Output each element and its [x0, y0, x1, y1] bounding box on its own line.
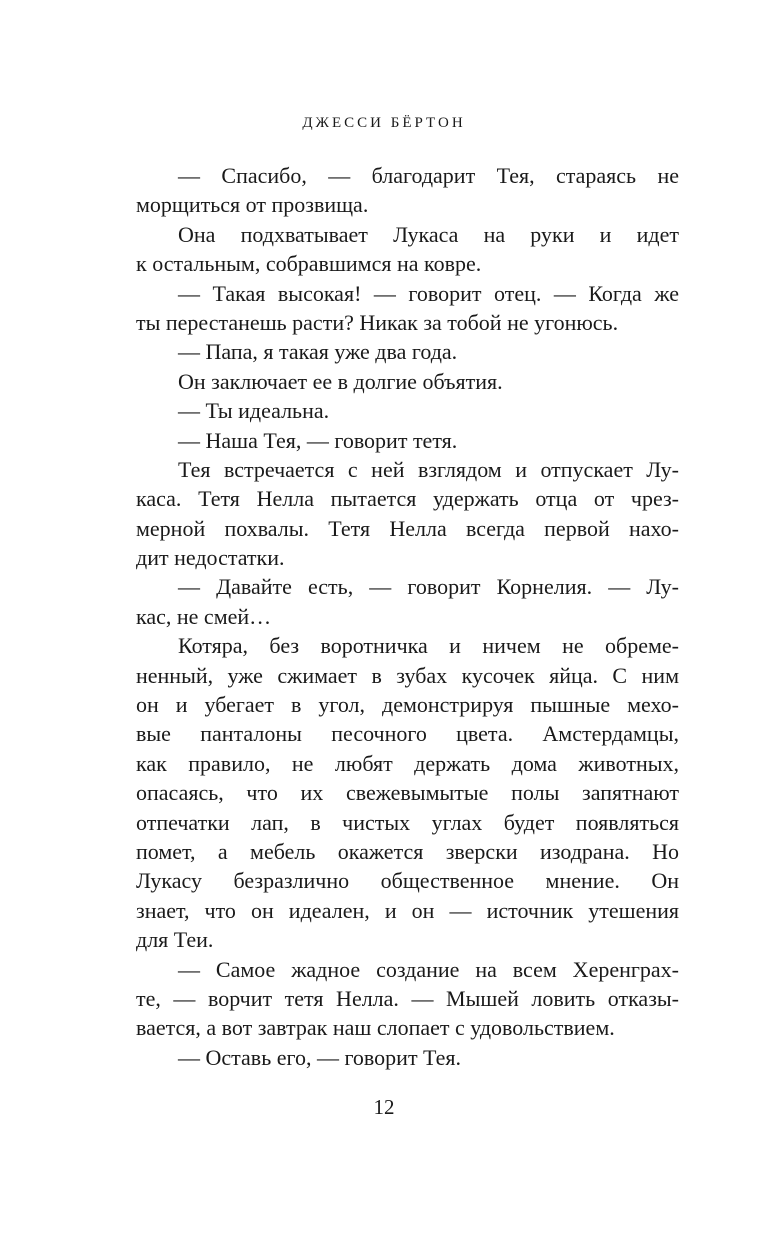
text-line: — Оставь его, — говорит Тея. — [178, 1044, 462, 1070]
text-line: к остальным, собравшимся на ковре. — [136, 251, 482, 277]
text-line: те, — ворчит тетя Нелла. — Мышей ловить отказы- — [136, 985, 679, 1011]
text-line: ненный, уже сжимает в зубах кусочек яйца. С ним — [136, 662, 679, 688]
paragraph — [136, 337, 679, 366]
running-head: ДЖЕССИ БЁРТОН — [302, 115, 466, 131]
text-line: — Давайте есть, — говорит Корнелия. — Лу- — [178, 574, 679, 600]
text-line: вые панталоны песочного цвета. Амстердамцы, — [136, 721, 679, 747]
text-line: вается, а вот завтрак наш слопает с удовольствием. — [136, 1015, 615, 1041]
paragraph — [136, 1043, 679, 1072]
paragraph — [136, 367, 679, 396]
text-line: он и убегает в угол, демонстрируя пышные мехо- — [136, 692, 679, 718]
text-line: — Спасибо, — благодарит Тея, стараясь не — [178, 163, 679, 188]
text-line: помет, а мебель окажется зверски изодрана. Но — [136, 838, 679, 864]
text-line: Лукасу безразлично общественное мнение. Он — [136, 868, 679, 894]
paragraph — [136, 161, 679, 220]
text-line: опасаясь, что их свежевымытые полы запятнают — [136, 780, 679, 806]
text-line: дит недостатки. — [136, 545, 285, 571]
paragraph — [136, 220, 679, 279]
page-number: 12 — [373, 1095, 395, 1119]
text-line: — Папа, я такая уже два года. — [178, 339, 458, 365]
paragraph — [136, 426, 679, 455]
paragraph — [136, 955, 679, 1043]
body-text — [136, 161, 679, 1072]
text-line: как правило, не любят держать дома животных, — [136, 750, 679, 776]
text-line: для Теи. — [136, 927, 214, 953]
paragraph — [136, 572, 679, 631]
text-line: — Наша Тея, — говорит тетя. — [178, 427, 458, 453]
text-line: мерной похвалы. Тетя Нелла всегда первой нахо- — [136, 515, 679, 541]
text-line: — Ты идеальна. — [178, 398, 330, 424]
text-line: каса. Тетя Нелла пытается удержать отца от чрез- — [136, 486, 679, 512]
text-line: Тея встречается с ней взглядом и отпускает Лу- — [178, 456, 679, 482]
text-line: морщиться от прозвища. — [136, 192, 369, 218]
text-line: отпечатки лап, в чистых углах будет появляться — [136, 809, 679, 835]
paragraph — [136, 455, 679, 573]
text-line: Она подхватывает Лукаса на руки и идет — [178, 221, 679, 247]
text-line: Котяра, без воротничка и ничем не обреме- — [178, 633, 679, 659]
text-line: кас, не смей… — [136, 603, 272, 629]
text-line: знает, что он идеален, и он — источник утешения — [136, 897, 679, 923]
text-line: Он заключает ее в долгие объятия. — [178, 368, 503, 394]
paragraph — [136, 279, 679, 338]
paragraph — [136, 631, 679, 954]
text-line: — Такая высокая! — говорит отец. — Когда же — [178, 280, 679, 306]
paragraph — [136, 396, 679, 425]
text-line: ты перестанешь расти? Никак за тобой не угонюсь. — [136, 309, 619, 335]
text-line: — Самое жадное создание на всем Херенграх- — [178, 956, 679, 982]
